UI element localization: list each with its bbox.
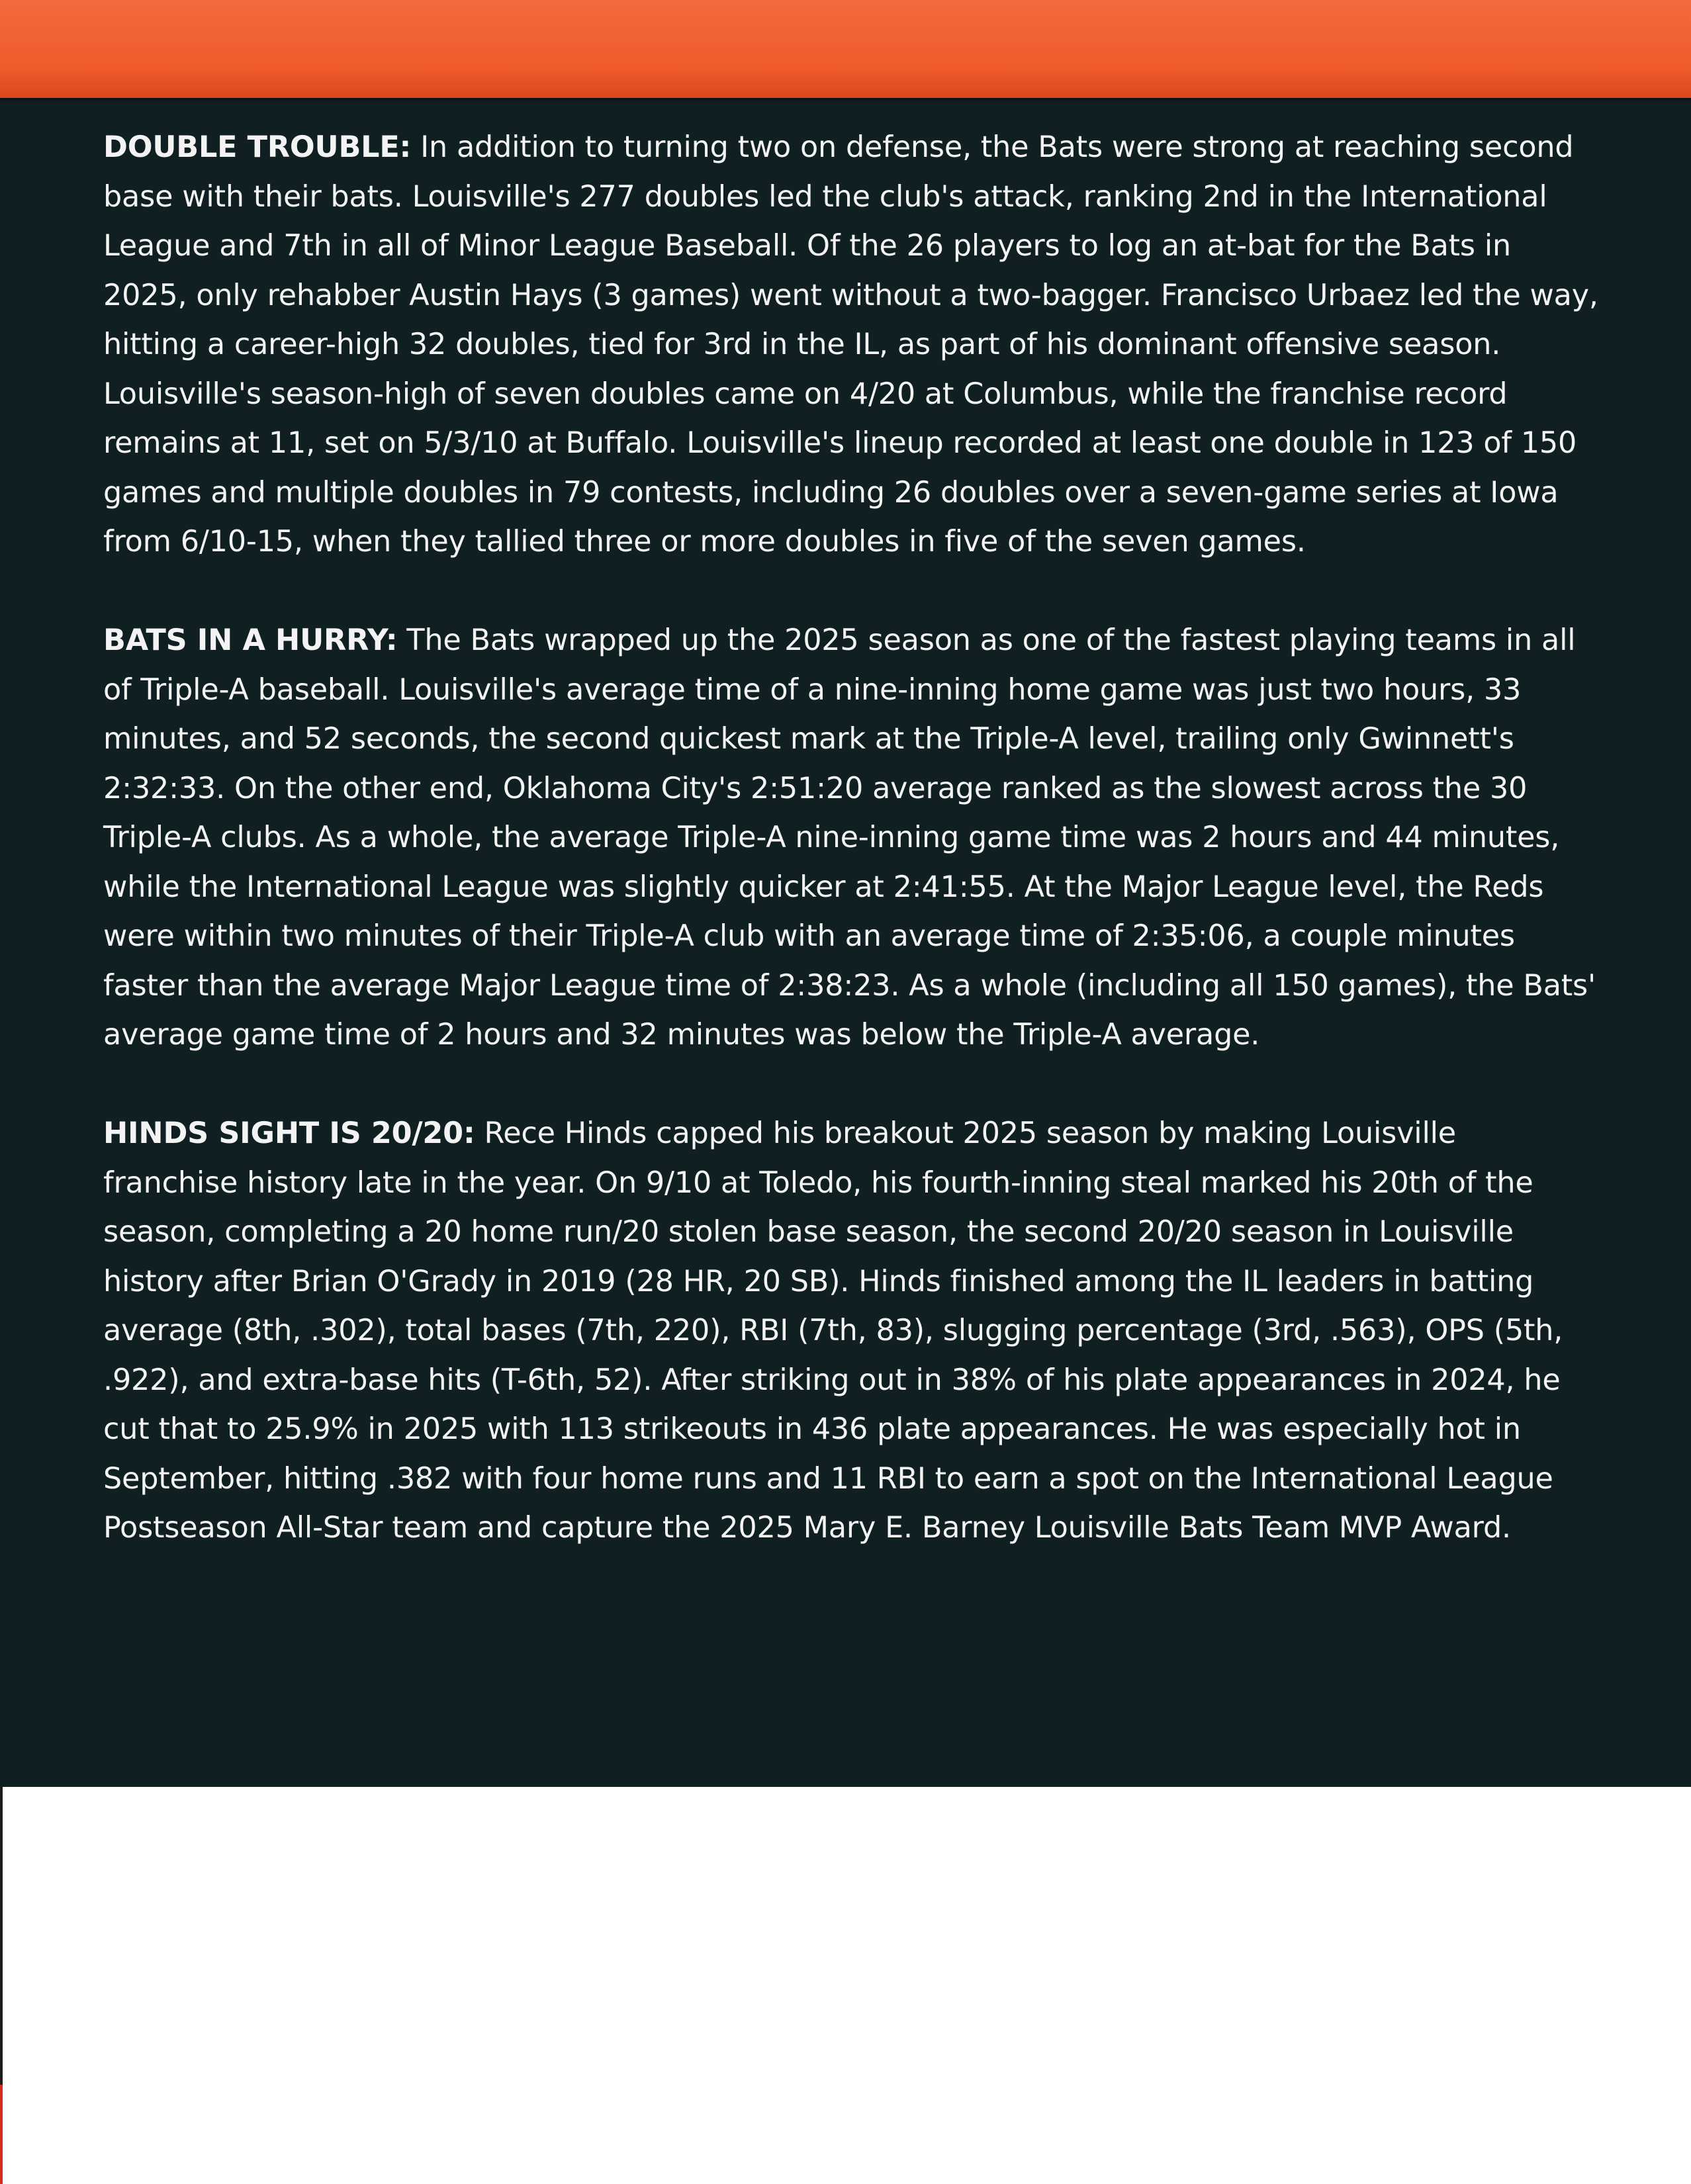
section-text: Rece Hinds capped his breakout 2025 season by making Louisville franchise history late in the year. On 9/10 at Toledo, his fourth-inning steal marked his 20th of the season, completing a 20 home run/20 stolen base season, the second 20/20 season in Louisville history after Brian O'Grady in 2019 (28 HR, 20 SB). Hinds finished among the IL leaders in batting average (8th, .302), total bases (7th, 220), RBI (7th, 83), slugging percentage (3rd, .563), OPS (5th, .922), and extra-base hits (T-6th, 52). After striking out in 38% of his plate appearances in 2024, he cut that to 25.9% in 2025 with 113 strikeouts in 436 plate appearances. He was especially hot in September, hitting .382 with four home runs and 11 RBI to earn a spot on the International League Postseason All-Star team and capture the 2025 Mary E. Barney Louisville Bats Team MVP Award. xyxy=(103,1116,1563,1545)
top-orange-banner xyxy=(0,0,1691,98)
left-edge-red-strip xyxy=(0,2085,3,2184)
article-body xyxy=(103,123,1599,1602)
section-heading: DOUBLE TROUBLE: xyxy=(103,130,412,164)
banner-shadow xyxy=(0,98,1691,102)
section-bats-in-a-hurry xyxy=(103,616,1599,1060)
section-heading: BATS IN A HURRY: xyxy=(103,623,398,657)
section-double-trouble xyxy=(103,123,1599,567)
section-heading: HINDS SIGHT IS 20/20: xyxy=(103,1116,475,1150)
section-text: In addition to turning two on defense, the Bats were strong at reaching second base with their bats. Louisville's 277 doubles led the club's attack, ranking 2nd in the International League and 7th in all of Minor League Baseball. Of the 26 players to log an at-bat for the Bats in 2025, only rehabber Austin Hays (3 games) went without a two-bagger. Francisco Urbaez led the way, hitting a career-high 32 doubles, tied for 3rd in the IL, as part of his dominant offensive season. Louisville's season-high of seven doubles came on 4/20 at Columbus, while the franchise record remains at 11, set on 5/3/10 at Buffalo. Louisville's lineup recorded at least one double in 123 of 150 games and multiple doubles in 79 contests, including 26 doubles over a seven-game series at Iowa from 6/10-15, when they tallied three or more doubles in five of the seven games. xyxy=(103,130,1598,559)
section-text: The Bats wrapped up the 2025 season as one of the fastest playing teams in all of Triple-A baseball. Louisville's average time of a nine-inning home game was just two hours, 33 minutes, and 52 seconds, the second quickest mark at the Triple-A level, trailing only Gwinnett's 2:32:33. On the other end, Oklahoma City's 2:51:20 average ranked as the slowest across the 30 Triple-A clubs. As a whole, the average Triple-A nine-inning game time was 2 hours and 44 minutes, while the International League was slightly quicker at 2:41:55. At the Major League level, the Reds were within two minutes of their Triple-A club with an average time of 2:35:06, a couple minutes faster than the average Major League time of 2:38:23. As a whole (including all 150 games), the Bats' average game time of 2 hours and 32 minutes was below the Triple-A average. xyxy=(103,623,1596,1052)
section-hinds-sight xyxy=(103,1109,1599,1553)
